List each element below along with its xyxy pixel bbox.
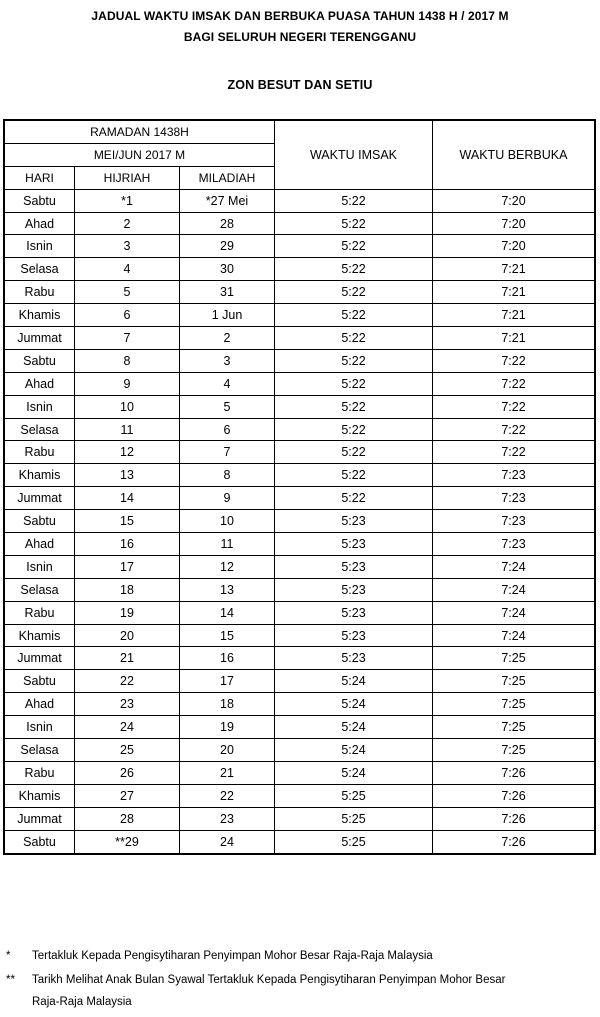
ramadan-label: RAMADAN 1438H	[5, 121, 275, 144]
cell-hari: Selasa	[5, 739, 75, 762]
cell-miladiah: 9	[180, 487, 275, 510]
cell-berbuka: 7:21	[433, 304, 595, 327]
cell-hari: Ahad	[5, 693, 75, 716]
cell-imsak: 5:24	[275, 761, 433, 784]
col-header-imsak: WAKTU IMSAK	[275, 121, 433, 190]
cell-berbuka: 7:21	[433, 281, 595, 304]
table-row	[5, 189, 595, 212]
cell-imsak: 5:25	[275, 807, 433, 830]
footnote-1-mark: *	[6, 950, 11, 962]
table-row	[5, 578, 595, 601]
table-row	[5, 281, 595, 304]
cell-berbuka: 7:22	[433, 349, 595, 372]
cell-berbuka: 7:24	[433, 624, 595, 647]
cell-hari: Sabtu	[5, 349, 75, 372]
cell-hari: Jummat	[5, 327, 75, 350]
cell-berbuka: 7:25	[433, 670, 595, 693]
cell-imsak: 5:22	[275, 258, 433, 281]
cell-berbuka: 7:23	[433, 533, 595, 556]
cell-hari: Isnin	[5, 395, 75, 418]
cell-hijriah: 17	[75, 555, 180, 578]
cell-berbuka: 7:22	[433, 441, 595, 464]
cell-berbuka: 7:24	[433, 578, 595, 601]
cell-hari: Jummat	[5, 487, 75, 510]
cell-miladiah: 15	[180, 624, 275, 647]
cell-hijriah: 20	[75, 624, 180, 647]
cell-miladiah: 30	[180, 258, 275, 281]
cell-hijriah: 14	[75, 487, 180, 510]
cell-imsak: 5:22	[275, 189, 433, 212]
cell-imsak: 5:24	[275, 739, 433, 762]
cell-berbuka: 7:25	[433, 716, 595, 739]
cell-miladiah: 22	[180, 784, 275, 807]
cell-hari: Jummat	[5, 647, 75, 670]
cell-berbuka: 7:26	[433, 784, 595, 807]
cell-miladiah: 2	[180, 327, 275, 350]
table-row	[5, 258, 595, 281]
cell-hari: Rabu	[5, 281, 75, 304]
cell-imsak: 5:22	[275, 212, 433, 235]
cell-miladiah: 28	[180, 212, 275, 235]
table-row	[5, 418, 595, 441]
cell-miladiah: 31	[180, 281, 275, 304]
cell-miladiah: 21	[180, 761, 275, 784]
cell-hijriah: 13	[75, 464, 180, 487]
document-subtitle: BAGI SELURUH NEGERI TERENGGANU	[183, 30, 417, 44]
footnote-1	[6, 946, 433, 966]
footnote-2	[6, 970, 505, 990]
table-row	[5, 555, 595, 578]
schedule-body	[5, 189, 595, 853]
col-header-hari: HARI	[5, 166, 75, 189]
cell-hijriah: 28	[75, 807, 180, 830]
cell-berbuka: 7:26	[433, 807, 595, 830]
cell-imsak: 5:23	[275, 533, 433, 556]
cell-hari: Khamis	[5, 304, 75, 327]
table-row	[5, 327, 595, 350]
cell-hijriah: 25	[75, 739, 180, 762]
table-row	[5, 693, 595, 716]
cell-berbuka: 7:26	[433, 761, 595, 784]
cell-berbuka: 7:20	[433, 212, 595, 235]
cell-hari: Sabtu	[5, 510, 75, 533]
cell-hari: Rabu	[5, 601, 75, 624]
header-row-ramadan	[5, 121, 595, 144]
cell-imsak: 5:22	[275, 304, 433, 327]
cell-hijriah: 3	[75, 235, 180, 258]
cell-hijriah: 9	[75, 372, 180, 395]
cell-miladiah: 7	[180, 441, 275, 464]
footnote-2-mark: **	[6, 974, 15, 986]
cell-berbuka: 7:20	[433, 189, 595, 212]
cell-miladiah: 5	[180, 395, 275, 418]
footnote-2-continuation: Raja-Raja Malaysia	[32, 996, 132, 1008]
table-row	[5, 464, 595, 487]
cell-hijriah: 24	[75, 716, 180, 739]
cell-berbuka: 7:25	[433, 693, 595, 716]
table-row	[5, 441, 595, 464]
cell-berbuka: 7:22	[433, 395, 595, 418]
cell-berbuka: 7:21	[433, 327, 595, 350]
table-row	[5, 647, 595, 670]
table-row	[5, 349, 595, 372]
table-row	[5, 830, 595, 853]
cell-miladiah: 1 Jun	[180, 304, 275, 327]
zone-heading: ZON BESUT DAN SETIU	[227, 78, 373, 92]
table-row	[5, 624, 595, 647]
table-row	[5, 807, 595, 830]
cell-berbuka: 7:21	[433, 258, 595, 281]
cell-hari: Rabu	[5, 761, 75, 784]
cell-miladiah: 14	[180, 601, 275, 624]
cell-hijriah: *1	[75, 189, 180, 212]
cell-hijriah: 11	[75, 418, 180, 441]
cell-hari: Rabu	[5, 441, 75, 464]
cell-hari: Khamis	[5, 464, 75, 487]
cell-miladiah: 17	[180, 670, 275, 693]
footnote-2-text: Tarikh Melihat Anak Bulan Syawal Tertakluk Kepada Pengisytiharan Penyimpan Mohor Besar	[32, 974, 506, 986]
cell-miladiah: 10	[180, 510, 275, 533]
cell-miladiah: 18	[180, 693, 275, 716]
cell-imsak: 5:25	[275, 784, 433, 807]
table-row	[5, 761, 595, 784]
cell-hijriah: 2	[75, 212, 180, 235]
cell-hijriah: 7	[75, 327, 180, 350]
cell-hijriah: 26	[75, 761, 180, 784]
cell-imsak: 5:22	[275, 281, 433, 304]
cell-berbuka: 7:24	[433, 555, 595, 578]
col-header-hijriah: HIJRIAH	[75, 166, 180, 189]
cell-hari: Khamis	[5, 624, 75, 647]
cell-hijriah: 18	[75, 578, 180, 601]
cell-hijriah: 12	[75, 441, 180, 464]
col-header-miladiah: MILADIAH	[180, 166, 275, 189]
cell-berbuka: 7:26	[433, 830, 595, 853]
cell-imsak: 5:23	[275, 578, 433, 601]
cell-hijriah: 8	[75, 349, 180, 372]
document-title: JADUAL WAKTU IMSAK DAN BERBUKA PUASA TAHUN 1438 H / 2017 M	[91, 9, 509, 23]
cell-miladiah: 8	[180, 464, 275, 487]
table-row	[5, 510, 595, 533]
cell-hijriah: 15	[75, 510, 180, 533]
cell-hijriah: 22	[75, 670, 180, 693]
cell-miladiah: *27 Mei	[180, 189, 275, 212]
cell-miladiah: 3	[180, 349, 275, 372]
cell-hijriah: 16	[75, 533, 180, 556]
cell-hari: Ahad	[5, 372, 75, 395]
month-label: MEI/JUN 2017 M	[5, 143, 275, 166]
cell-miladiah: 29	[180, 235, 275, 258]
table-row	[5, 784, 595, 807]
table-row	[5, 533, 595, 556]
cell-hari: Isnin	[5, 555, 75, 578]
cell-hijriah: 19	[75, 601, 180, 624]
cell-hari: Ahad	[5, 212, 75, 235]
cell-hijriah: **29	[75, 830, 180, 853]
footnote-1-text: Tertakluk Kepada Pengisytiharan Penyimpan Mohor Besar Raja-Raja Malaysia	[32, 950, 433, 962]
cell-hari: Selasa	[5, 258, 75, 281]
cell-miladiah: 13	[180, 578, 275, 601]
cell-hari: Ahad	[5, 533, 75, 556]
cell-hari: Sabtu	[5, 670, 75, 693]
cell-imsak: 5:22	[275, 464, 433, 487]
cell-miladiah: 24	[180, 830, 275, 853]
table-row	[5, 304, 595, 327]
cell-hijriah: 27	[75, 784, 180, 807]
schedule-table	[4, 120, 595, 854]
col-header-berbuka: WAKTU BERBUKA	[433, 121, 595, 190]
cell-berbuka: 7:20	[433, 235, 595, 258]
cell-miladiah: 12	[180, 555, 275, 578]
cell-miladiah: 11	[180, 533, 275, 556]
table-row	[5, 487, 595, 510]
cell-berbuka: 7:25	[433, 739, 595, 762]
cell-imsak: 5:23	[275, 510, 433, 533]
cell-hari: Selasa	[5, 418, 75, 441]
cell-imsak: 5:25	[275, 830, 433, 853]
cell-berbuka: 7:23	[433, 464, 595, 487]
cell-imsak: 5:24	[275, 693, 433, 716]
cell-imsak: 5:22	[275, 349, 433, 372]
table-row	[5, 670, 595, 693]
cell-hari: Selasa	[5, 578, 75, 601]
cell-imsak: 5:22	[275, 327, 433, 350]
cell-miladiah: 4	[180, 372, 275, 395]
cell-miladiah: 23	[180, 807, 275, 830]
cell-imsak: 5:23	[275, 647, 433, 670]
cell-imsak: 5:24	[275, 716, 433, 739]
cell-hijriah: 10	[75, 395, 180, 418]
cell-hari: Jummat	[5, 807, 75, 830]
table-row	[5, 395, 595, 418]
cell-imsak: 5:23	[275, 555, 433, 578]
cell-hari: Sabtu	[5, 189, 75, 212]
cell-hijriah: 4	[75, 258, 180, 281]
cell-hari: Isnin	[5, 235, 75, 258]
cell-berbuka: 7:24	[433, 601, 595, 624]
cell-miladiah: 6	[180, 418, 275, 441]
table-row	[5, 716, 595, 739]
cell-imsak: 5:23	[275, 624, 433, 647]
cell-berbuka: 7:23	[433, 487, 595, 510]
cell-berbuka: 7:25	[433, 647, 595, 670]
table-row	[5, 739, 595, 762]
cell-miladiah: 19	[180, 716, 275, 739]
cell-berbuka: 7:22	[433, 418, 595, 441]
cell-berbuka: 7:23	[433, 510, 595, 533]
table-row	[5, 212, 595, 235]
cell-hari: Isnin	[5, 716, 75, 739]
cell-imsak: 5:22	[275, 487, 433, 510]
table-row	[5, 235, 595, 258]
cell-imsak: 5:22	[275, 441, 433, 464]
cell-hari: Khamis	[5, 784, 75, 807]
cell-hijriah: 23	[75, 693, 180, 716]
cell-miladiah: 16	[180, 647, 275, 670]
cell-imsak: 5:23	[275, 601, 433, 624]
cell-hijriah: 21	[75, 647, 180, 670]
table-row	[5, 601, 595, 624]
cell-hijriah: 6	[75, 304, 180, 327]
cell-imsak: 5:22	[275, 395, 433, 418]
cell-hari: Sabtu	[5, 830, 75, 853]
table-row	[5, 372, 595, 395]
cell-imsak: 5:22	[275, 235, 433, 258]
cell-imsak: 5:22	[275, 372, 433, 395]
cell-imsak: 5:22	[275, 418, 433, 441]
cell-imsak: 5:24	[275, 670, 433, 693]
cell-berbuka: 7:22	[433, 372, 595, 395]
cell-miladiah: 20	[180, 739, 275, 762]
cell-hijriah: 5	[75, 281, 180, 304]
